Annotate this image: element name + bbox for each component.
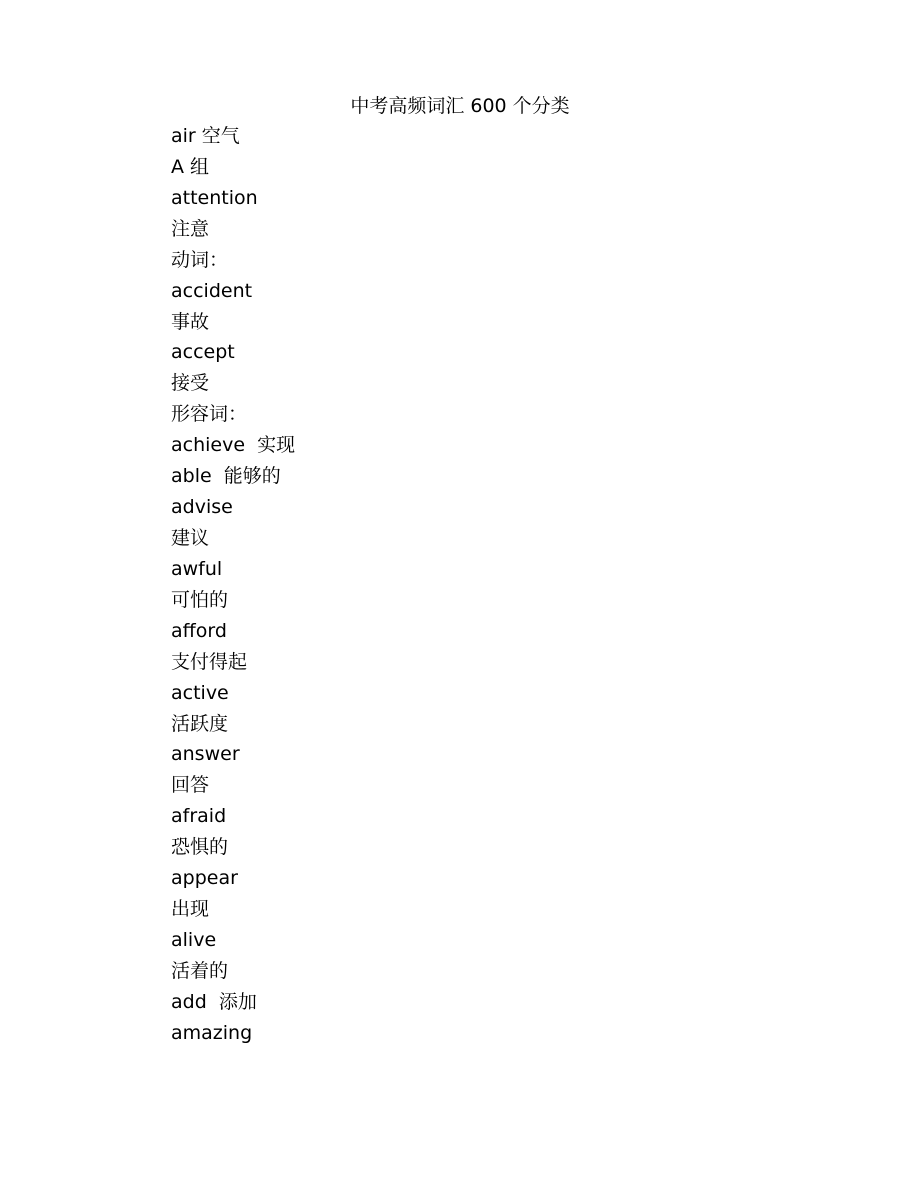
vocab-line: amazing [171,1021,253,1044]
vocabulary-list [171,124,295,1052]
document-title: 中考高频词汇 600 个分类 [350,95,570,117]
vocab-line: 建议 [171,526,210,549]
vocab-line: afford [171,619,227,642]
vocab-line: attention [171,186,258,209]
vocab-line: active [171,681,229,704]
vocab-line: accident [171,279,253,302]
vocab-line: awful [171,557,223,580]
vocab-line: 支付得起 [171,650,248,673]
vocab-line: 注意 [171,217,210,240]
vocab-line: able 能够的 [171,465,281,488]
vocab-line: 接受 [171,372,210,395]
vocab-line: answer [171,743,240,766]
vocab-line: alive [171,928,217,951]
vocab-line: achieve 实现 [171,434,296,457]
vocab-line: 活跃度 [171,712,229,735]
vocab-line: 活着的 [171,959,229,982]
vocab-line: 恐惧的 [171,836,229,859]
vocab-line: 可怕的 [171,588,229,611]
vocab-line: 事故 [171,310,210,333]
vocab-line: advise [171,496,233,519]
vocab-line: 形容词： [171,403,248,426]
vocab-line: A 组 [171,155,210,178]
vocab-line: 出现 [171,898,210,921]
vocab-line: 动词： [171,248,229,271]
vocab-line: air 空气 [171,125,240,147]
vocab-line: afraid [171,805,227,828]
vocab-line: 回答 [171,774,210,797]
vocab-line: appear [171,867,238,890]
vocab-line: accept [171,341,235,364]
vocab-line: add 添加 [171,990,257,1013]
